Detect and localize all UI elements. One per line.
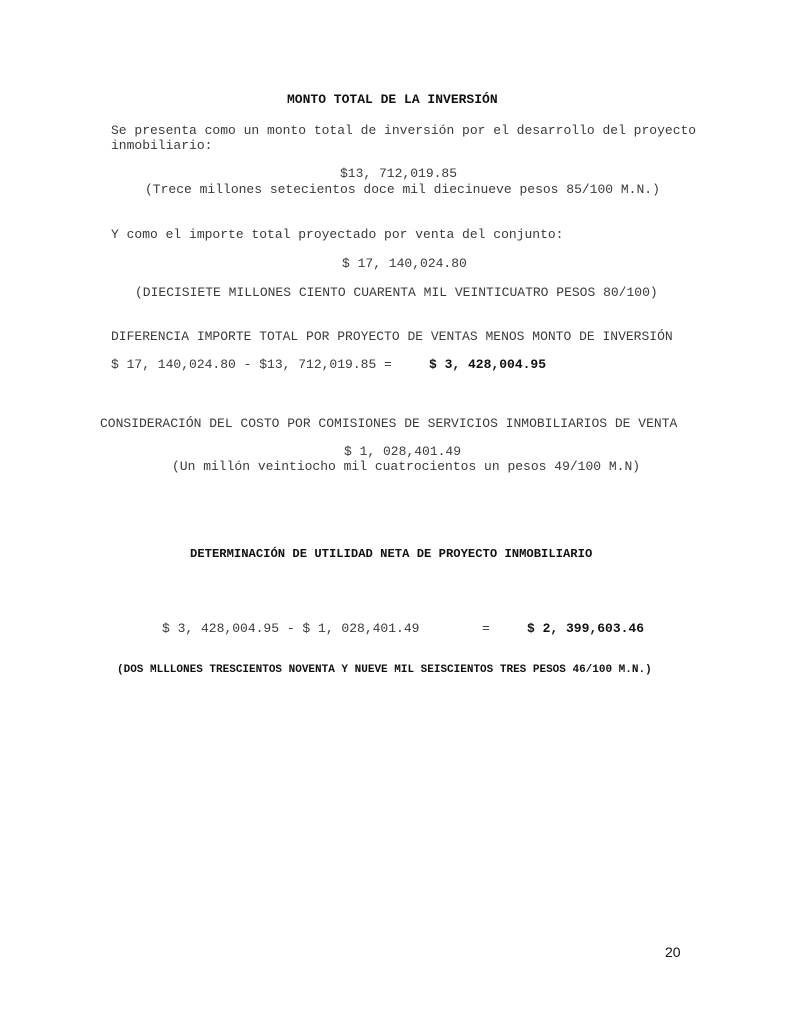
difference-heading: DIFERENCIA IMPORTE TOTAL POR PROYECTO DE VENTAS MENOS MONTO DE INVERSIÓN [111, 329, 673, 344]
net-profit-expression: $ 3, 428,004.95 - $ 1, 028,401.49 [162, 621, 420, 636]
difference-result: $ 3, 428,004.95 [429, 357, 547, 372]
sales-amount: $ 17, 140,024.80 [342, 256, 467, 271]
section-title: MONTO TOTAL DE LA INVERSIÓN [287, 92, 498, 107]
difference-expression: $ 17, 140,024.80 - $13, 712,019.85 = [111, 357, 392, 372]
commissions-words: (Un millón veintiocho mil cuatrocientos un pesos 49/100 M.N) [172, 459, 641, 474]
investment-amount: $13, 712,019.85 [340, 166, 458, 181]
investment-words: (Trece millones setecientos doce mil diecinueve pesos 85/100 M.N.) [145, 182, 660, 197]
net-profit-words: (DOS MLLLONES TRESCIENTOS NOVENTA Y NUEVE MIL SEISCIENTOS TRES PESOS 46/100 M.N.) [117, 664, 652, 676]
commissions-heading: CONSIDERACIÓN DEL COSTO POR COMISIONES DE SERVICIOS INMOBILIARIOS DE VENTA [100, 416, 678, 431]
sales-intro: Y como el importe total proyectado por venta del conjunto: [111, 227, 564, 242]
intro-line-2: inmobiliario: [111, 138, 213, 153]
net-profit-result: $ 2, 399,603.46 [527, 621, 645, 636]
net-profit-equals: = [482, 621, 490, 636]
commissions-amount: $ 1, 028,401.49 [344, 444, 462, 459]
net-profit-heading: DETERMINACIÓN DE UTILIDAD NETA DE PROYECTO INMOBILIARIO [190, 547, 593, 561]
sales-words: (DIECISIETE MILLONES CIENTO CUARENTA MIL VEINTICUATRO PESOS 80/100) [135, 285, 658, 300]
intro-line-1: Se presenta como un monto total de inversión por el desarrollo del proyecto [111, 123, 697, 138]
page-number: 20 [665, 944, 681, 960]
